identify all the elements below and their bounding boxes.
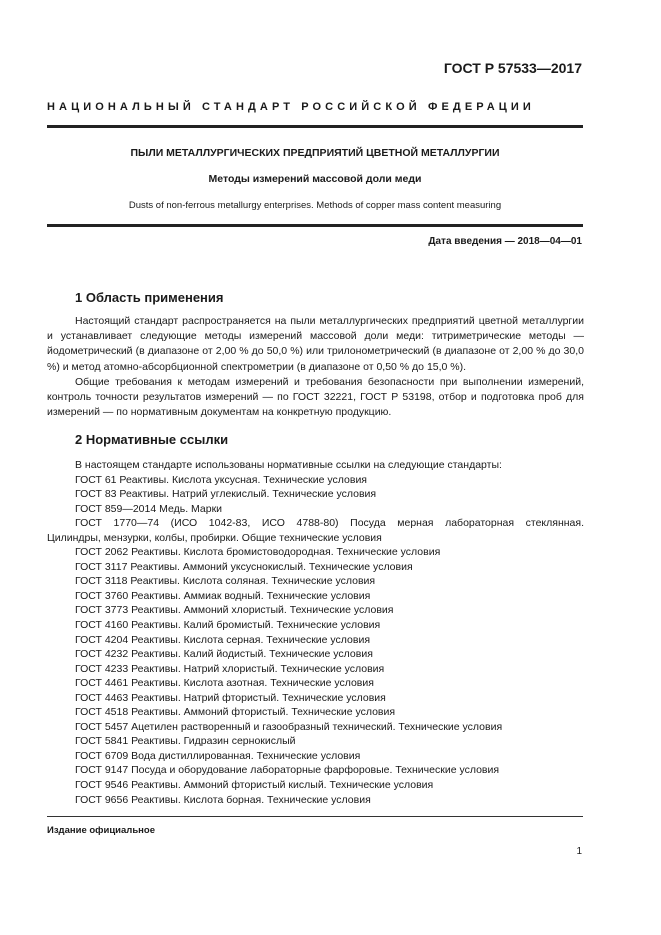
reference-item: ГОСТ 5841 Реактивы. Гидразин сернокислый <box>75 735 296 748</box>
reference-item: ГОСТ 61 Реактивы. Кислота уксусная. Технические условия <box>75 473 367 486</box>
reference-item: ГОСТ 9147 Посуда и оборудование лабораторные фарфоровые. Технические условия <box>75 764 500 777</box>
normative-references-list <box>47 458 584 807</box>
reference-item: ГОСТ 9546 Реактивы. Аммоний фтористый кислый. Технические условия <box>75 779 434 792</box>
reference-item: ГОСТ 4461 Реактивы. Кислота азотная. Технические условия <box>75 677 374 690</box>
reference-item: ГОСТ 9656 Реактивы. Кислота борная. Технические условия <box>75 793 371 806</box>
top-rule <box>47 125 583 128</box>
reference-item-long-line1: ГОСТ 1770—74 (ИСО 1042-83, ИСО 4788-80) Посуда мерная лабораторная стеклянная. <box>75 517 584 530</box>
standard-subtitle: Методы измерений массовой доли меди <box>208 173 422 185</box>
reference-item: ГОСТ 6709 Вода дистиллированная. Технические условия <box>75 749 361 762</box>
effective-date: Дата введения — 2018—04—01 <box>428 236 582 247</box>
reference-item: ГОСТ 83 Реактивы. Натрий углекислый. Технические условия <box>75 488 377 501</box>
reference-item: ГОСТ 5457 Ацетилен растворенный и газообразный технический. Технические условия <box>75 720 503 733</box>
reference-item: ГОСТ 4463 Реактивы. Натрий фтористый. Технические условия <box>75 691 386 704</box>
official-edition-label: Издание официальное <box>47 825 155 836</box>
reference-item: ГОСТ 3773 Реактивы. Аммоний хлористый. Технические условия <box>75 604 394 617</box>
national-standard-banner: НАЦИОНАЛЬНЫЙ СТАНДАРТ РОССИЙСКОЙ ФЕДЕРАЦИИ <box>47 101 535 113</box>
reference-item: ГОСТ 4232 Реактивы. Калий йодистый. Технические условия <box>75 648 373 661</box>
reference-item: ГОСТ 3760 Реактивы. Аммиак водный. Технические условия <box>75 589 371 602</box>
section-1-heading: 1 Область применения <box>75 290 224 305</box>
reference-item: ГОСТ 859—2014 Медь. Марки <box>75 502 223 515</box>
reference-item-long-line2: Цилиндры, мензурки, колбы, пробирки. Общие технические условия <box>47 531 382 544</box>
section-2-heading: 2 Нормативные ссылки <box>75 432 229 447</box>
footer-rule <box>47 816 583 817</box>
reference-item: ГОСТ 4233 Реактивы. Натрий хлористый. Технические условия <box>75 662 385 675</box>
reference-item: ГОСТ 4518 Реактивы. Аммоний фтористый. Технические условия <box>75 706 396 719</box>
english-title: Dusts of non-ferrous metallurgy enterprises. Methods of copper mass content measuring <box>128 200 502 211</box>
reference-item: ГОСТ 3117 Реактивы. Аммоний уксуснокислый. Технические условия <box>75 560 413 573</box>
references-intro: В настоящем стандарте использованы нормативные ссылки на следующие стандарты: <box>75 459 502 471</box>
reference-item: ГОСТ 4204 Реактивы. Кислота серная. Технические условия <box>75 633 371 646</box>
document-number: ГОСТ Р 57533—2017 <box>443 60 582 76</box>
reference-item: ГОСТ 4160 Реактивы. Калий бромистый. Технические условия <box>75 619 381 632</box>
section-1-paragraph-2: Общие требования к методам измерений и требования безопасности при выполнении измерений, контроль точности результатов измерений — по ГОСТ 32221, ГОСТ Р 53198, отбор и подготовка проб для измерений — по нормативным документам на конкретную продукцию. <box>47 376 584 419</box>
section-1-paragraph-1: Настоящий стандарт распространяется на пыли металлургических предприятий цветной металлургии и устанавливает следующие методы измерений массовой доли меди: титриметрические методы — йодометрический (в диапазоне от 2,00 % до 50,0 %) или трилонометрический (в диапазоне от 2,00 % до 30,0 %) и метод атомно-абсорбционной спектрометрии (в диапазоне от 0,50 % до 15,0 %). <box>47 315 584 373</box>
reference-item: ГОСТ 3118 Реактивы. Кислота соляная. Технические условия <box>75 575 376 588</box>
title-bottom-rule <box>47 224 583 227</box>
standard-title: ПЫЛИ МЕТАЛЛУРГИЧЕСКИХ ПРЕДПРИЯТИЙ ЦВЕТНОЙ МЕТАЛЛУРГИИ <box>130 147 500 159</box>
page-number: 1 <box>576 846 582 857</box>
reference-item: ГОСТ 2062 Реактивы. Кислота бромистоводородная. Технические условия <box>75 546 441 559</box>
